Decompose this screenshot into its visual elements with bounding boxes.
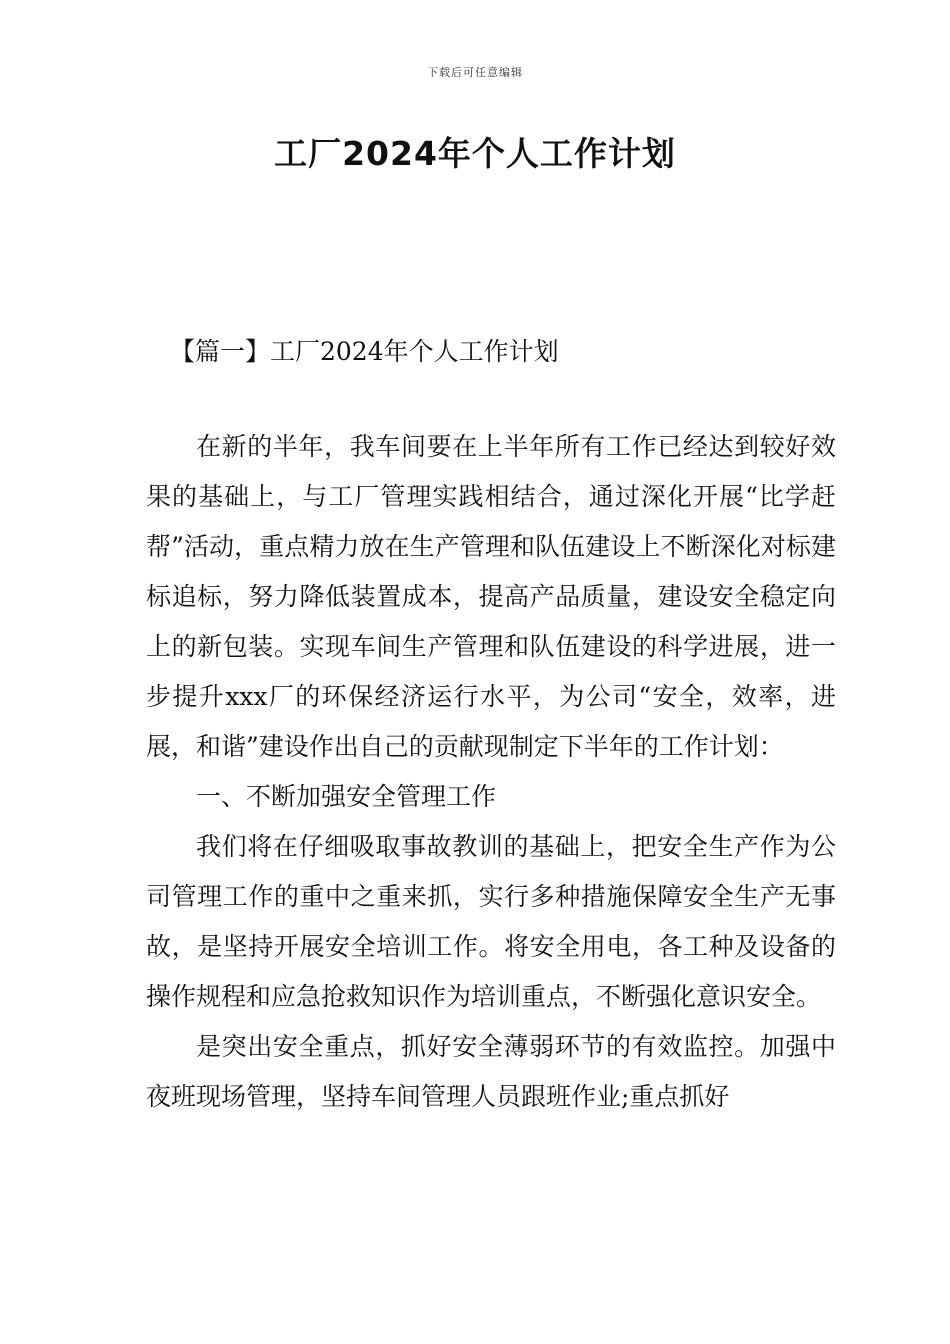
paragraph-subheading-safety: 一、不断加强安全管理工作 <box>196 782 497 811</box>
paragraph-intro: 在新的半年，我车间要在上半年所有工作已经达到较好效果的基础上，与工厂管理实践相结合，通过深化开展“比学赶帮”活动，重点精力放在生产管理和队伍建设上不断深化对标建标追标，努力降低装置成本，提高产品质量，建设安全稳定向上的新包装。实现车间生产管理和队伍建设的科学进展，进一步提升xxx厂的环保经济运行水平，为公司“安全，效率，进展，和谐”建设作出自己的贡献现制定下半年的工作计划： <box>146 432 836 761</box>
section-heading: 【篇一】工厂2024年个人工作计划 <box>170 337 559 366</box>
document-title: 工厂2024年个人工作计划 <box>274 134 676 173</box>
header-note: 下载后可任意编辑 <box>427 66 523 79</box>
paragraph-safety-monitoring: 是突出安全重点，抓好安全薄弱环节的有效监控。加强中夜班现场管理，坚持车间管理人员跟班作业;重点抓好 <box>146 1032 836 1111</box>
document-body <box>146 422 836 1122</box>
paragraph-safety-training: 我们将在仔细吸取事故教训的基础上，把安全生产作为公司管理工作的重中之重来抓，实行多种措施保障安全生产无事故，是坚持开展安全培训工作。将安全用电，各工种及设备的操作规程和应急抢救知识作为培训重点，不断强化意识安全。 <box>146 832 836 1011</box>
